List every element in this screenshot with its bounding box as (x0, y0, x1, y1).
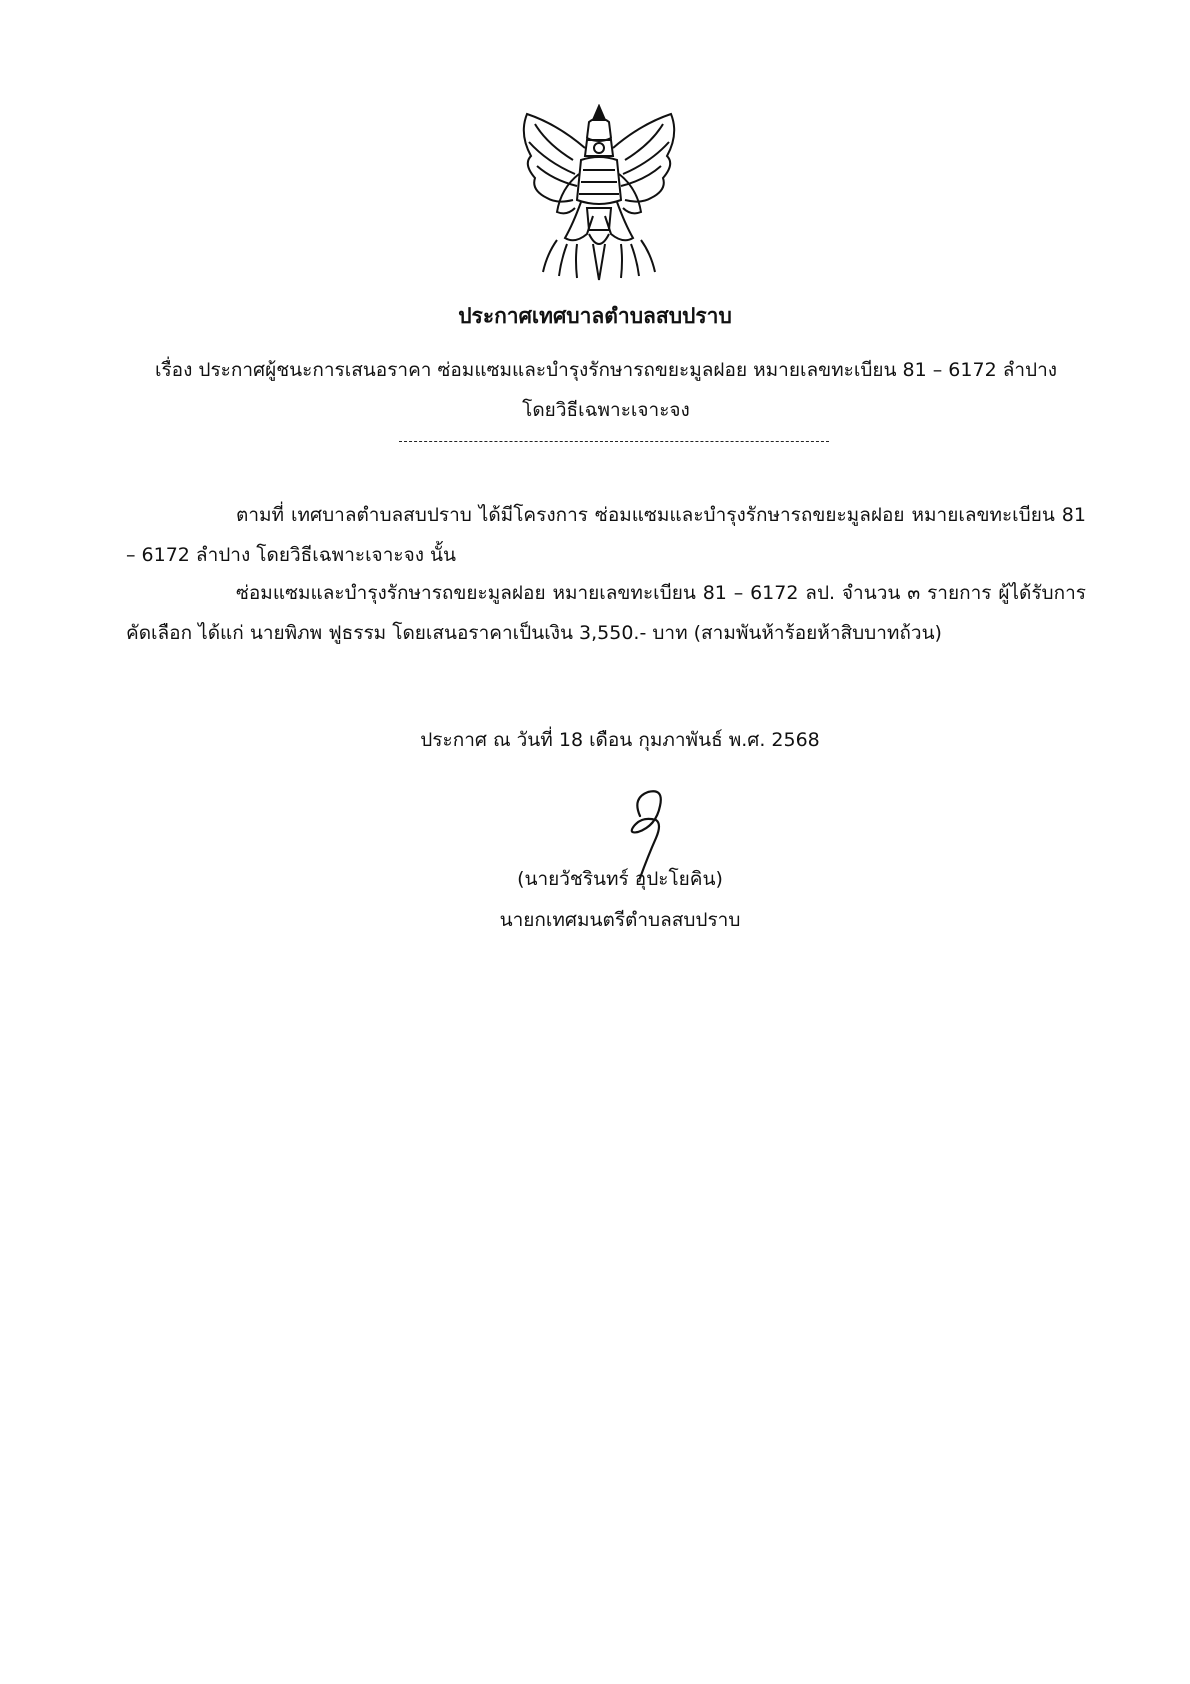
body-paragraph-2: ซ่อมแซมและบำรุงรักษารถขยะมูลฝอย หมายเลขทะเบียน 81 – 6172 ลป. จำนวน ๓ รายการ ผู้ได้รับการคัดเลือก ได้แก่ นายพิภพ ฟูธรรม โดยเสนอราคาเป็นเงิน 3,550.- บาท (สามพันห้าร้อยห้าสิบบาทถ้วน) (126, 582, 1086, 644)
announcement-subject (126, 350, 1086, 430)
garuda-emblem-icon (517, 104, 681, 282)
announcement-date: ประกาศ ณ วันที่ 18 เดือน กุมภาพันธ์ พ.ศ. 2568 (420, 729, 820, 751)
divider-line (399, 441, 829, 442)
body-paragraph-1: ตามที่ เทศบาลตำบลสบปราบ ได้มีโครงการ ซ่อมแซมและบำรุงรักษารถขยะมูลฝอย หมายเลขทะเบียน 81 – 6172 ลำปาง โดยวิธีเฉพาะเจาะจง นั้น (126, 504, 1086, 566)
subject-line-1: เรื่อง ประกาศผู้ชนะการเสนอราคา ซ่อมแซมและบำรุงรักษารถขยะมูลฝอย หมายเลขทะเบียน 81 – 6172 ลำปาง (154, 359, 1058, 381)
announcement-title: ประกาศเทศบาลตำบลสบปราบ (458, 304, 732, 328)
signer-position: นายกเทศมนตรีตำบลสบปราบ (499, 909, 741, 931)
subject-line-2: โดยวิธีเฉพาะเจาะจง (522, 399, 690, 421)
signer-name: (นายวัชรินทร์ อุปะโยคิน) (517, 868, 723, 890)
